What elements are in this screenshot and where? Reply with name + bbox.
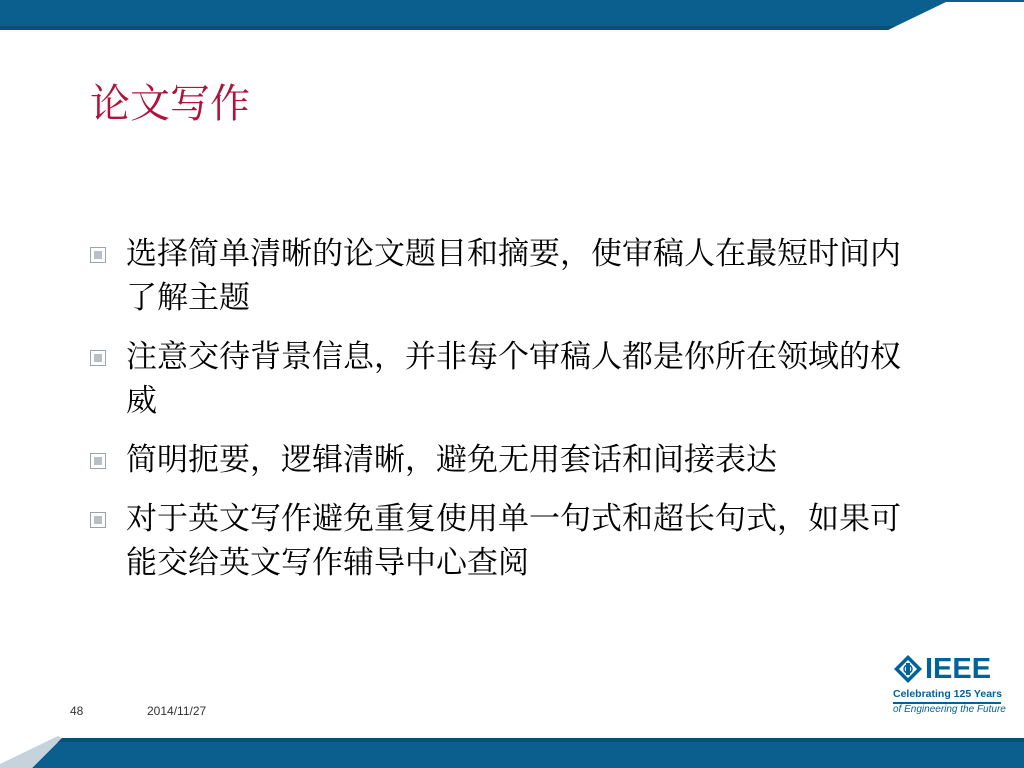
bullet-text: 注意交待背景信息，并非每个审稿人都是你所在领域的权威 (126, 339, 901, 419)
ieee-diamond-icon (893, 654, 923, 684)
ieee-logo (893, 652, 1006, 720)
logo-wordmark: IEEE (925, 653, 992, 685)
bullet-text: 简明扼要，逻辑清晰，避免无用套话和间接表达 (126, 442, 777, 478)
bullet-text: 对于英文写作避免重复使用单一句式和超长句式，如果可能交给英文写作辅导中心查阅 (126, 501, 901, 581)
slide-date: 2014/11/27 (147, 704, 207, 718)
bullet-list (90, 232, 930, 600)
square-bullet-icon (90, 247, 106, 263)
bullet-item (90, 232, 930, 320)
logo-mark (893, 652, 1003, 686)
bullet-item (90, 497, 930, 585)
slide-title: 论文写作 (90, 81, 250, 127)
top-band (0, 0, 1024, 30)
bullet-item (90, 438, 930, 482)
logo-tagline: Celebrating 125 Years (893, 688, 1002, 700)
bottom-band (0, 730, 1024, 768)
bullet-item (90, 335, 930, 423)
bullet-text: 选择简单清晰的论文题目和摘要，使审稿人在最短时间内了解主题 (126, 236, 901, 316)
square-bullet-icon (90, 350, 106, 366)
page-number: 48 (70, 704, 84, 718)
square-bullet-icon (90, 512, 106, 528)
logo-subtagline: of Engineering the Future (893, 704, 1006, 715)
square-bullet-icon (90, 453, 106, 469)
